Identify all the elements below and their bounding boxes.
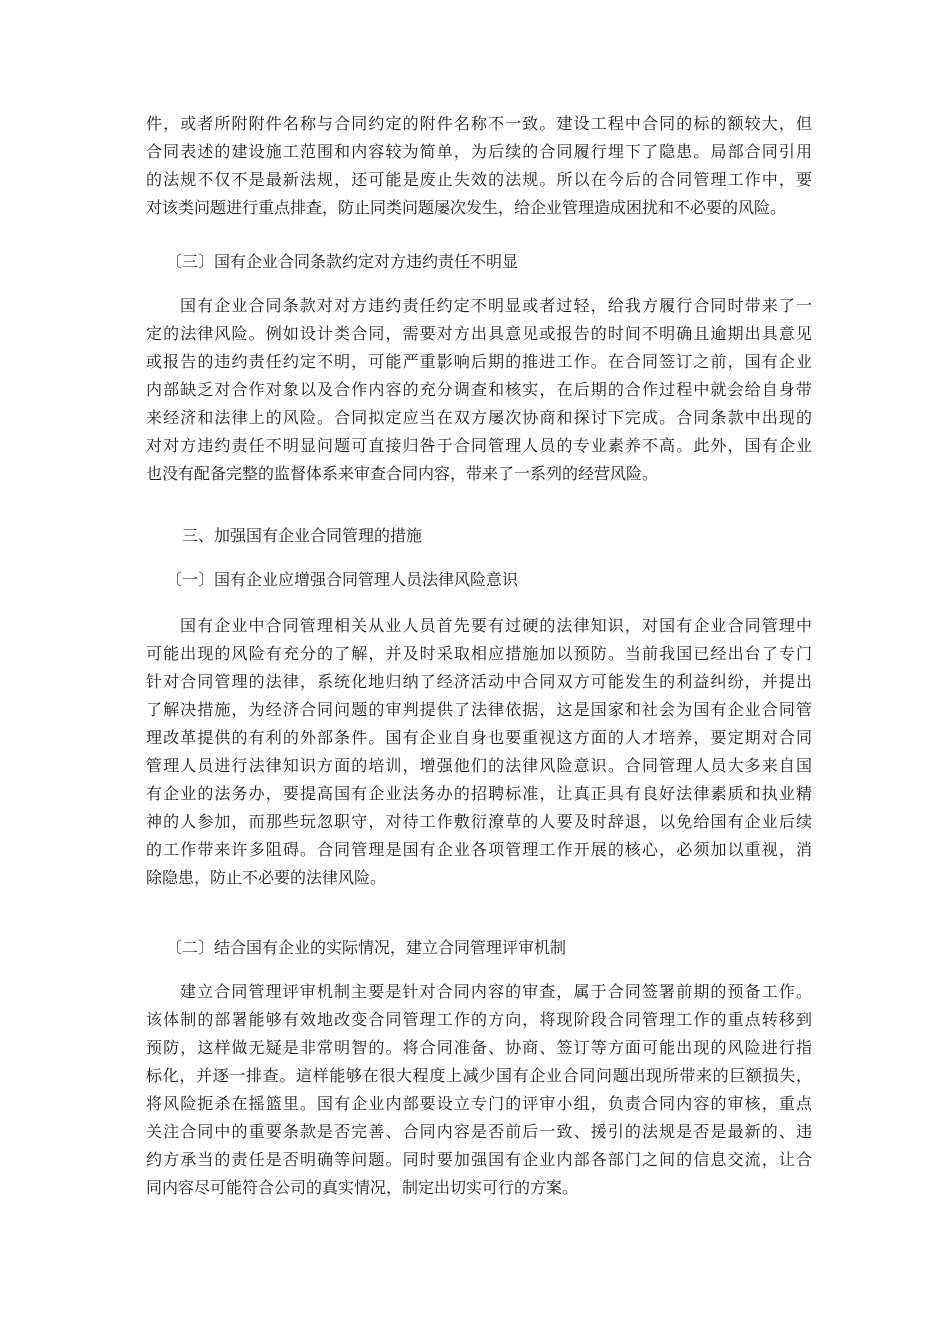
- text-line: 约方承当的责任是否明确等问题。同时要加强国有企业内部各部门之间的信息交流，让合: [146, 1150, 812, 1169]
- text-line: 对对方违约责任不明显问题可直接归咎于合同管理人员的专业素养不高。此外，国有企业: [146, 436, 812, 455]
- text-line: 的工作带来许多阻碍。合同管理是国有企业各项管理工作开展的核心，必须加以重视，消: [146, 840, 812, 859]
- paragraph-4: [146, 978, 812, 1202]
- paragraph-1: [146, 110, 812, 222]
- text-line: 或报告的违约责任约定不明，可能严重影响后期的推进工作。在合同签订之前，国有企业: [146, 352, 812, 371]
- text-line: 合同表述的建设施工范围和内容较为简单，为后续的合同履行埋下了隐患。局部合同引用: [146, 142, 812, 161]
- text-line: 该体制的部署能够有效地改变合同管理工作的方向，将现阶段合同管理工作的重点转移到: [146, 1010, 812, 1029]
- text-line: 除隐患，防止不必要的法律风险。: [146, 868, 387, 887]
- text-line: 内部缺乏对合作对象以及合作内容的充分调查和核实，在后期的合作过程中就会给自身带: [146, 380, 812, 399]
- paragraph-3: [146, 612, 812, 892]
- text-line: 关注合同中的重要条款是否完善、合同内容是否前后一致、援引的法规是否是最新的、违: [146, 1122, 812, 1141]
- text-line: 将风险扼杀在摇篮里。国有企业内部要设立专门的评审小组，负责合同内容的审核，重点: [146, 1094, 812, 1113]
- paragraph-2: [146, 292, 812, 488]
- text-line: 对该类问题进行重点排查，防止同类问题屡次发生，给企业管理造成困扰和不必要的风险。: [146, 198, 787, 217]
- text-line: 来经济和法律上的风险。合同拟定应当在双方屡次协商和探讨下完成。合同条款中出现的: [146, 408, 812, 427]
- text-line: 有企业的法务办，要提高国有企业法务办的招聘标准，让真正具有良好法律素质和执业精: [146, 784, 812, 803]
- text-line: 标化，并逐一排查。這样能够在很大程度上减少国有企业合同问题出现所带来的巨额损失，: [146, 1066, 812, 1085]
- text-line: 可能出现的风险有充分的了解，并及时采取相应措施加以预防。当前我国已经出台了专门: [146, 644, 812, 663]
- text-line: 定的法律风险。例如设计类合同，需要对方出具意见或报告的时间不明确且逾期出具意见: [146, 324, 812, 343]
- text-line: 国有企业中合同管理相关从业人员首先要有过硬的法律知识，对国有企业合同管理中: [180, 616, 812, 635]
- section-heading-2: 〔二〕结合国有企业的实际情况，建立合同管理评审机制: [166, 938, 567, 957]
- text-line: 针对合同管理的法律，系统化地归纳了经济活动中合同双方可能发生的利益纠纷，并提出: [146, 672, 812, 691]
- text-line: 了解决措施，为经济合同问题的审判提供了法律依据，这是国家和社会为国有企业合同管: [146, 700, 812, 719]
- text-line: 预防，这样做无疑是非常明智的。将合同准备、协商、签订等方面可能出现的风险进行指: [146, 1038, 812, 1057]
- text-line: 建立合同管理评审机制主要是针对合同内容的审查，属于合同签署前期的预备工作。: [180, 982, 812, 1001]
- section-heading-1: 〔一〕国有企业应增强合同管理人员法律风险意识: [166, 570, 519, 589]
- text-line: 国有企业合同条款对对方违约责任约定不明显或者过轻，给我方履行合同时带来了一: [180, 296, 812, 315]
- text-line: 同内容尽可能符合公司的真实情况，制定出切实可行的方案。: [146, 1178, 579, 1197]
- text-line: 也没有配备完整的监督体系来审查合同内容，带来了一系列的经营风险。: [146, 464, 659, 483]
- section-heading-3: 〔三〕国有企业合同条款约定对方违约责任不明显: [166, 252, 519, 271]
- text-line: 的法规不仅不是最新法规，还可能是废止失效的法规。所以在今后的合同管理工作中，要: [146, 170, 812, 189]
- text-line: 件，或者所附附件名称与合同约定的附件名称不一致。建设工程中合同的标的额较大，但: [146, 114, 812, 133]
- text-line: 管理人员进行法律知识方面的培训，增强他们的法律风险意识。合同管理人员大多来自国: [146, 756, 812, 775]
- chapter-heading: 三、加强国有企业合同管理的措施: [182, 526, 423, 545]
- text-line: 理改革提供的有利的外部条件。国有企业自身也要重视这方面的人才培养，要定期对合同: [146, 728, 812, 747]
- text-line: 神的人参加，而那些玩忽职守，对待工作敷衍潦草的人要及时辞退，以免给国有企业后续: [146, 812, 812, 831]
